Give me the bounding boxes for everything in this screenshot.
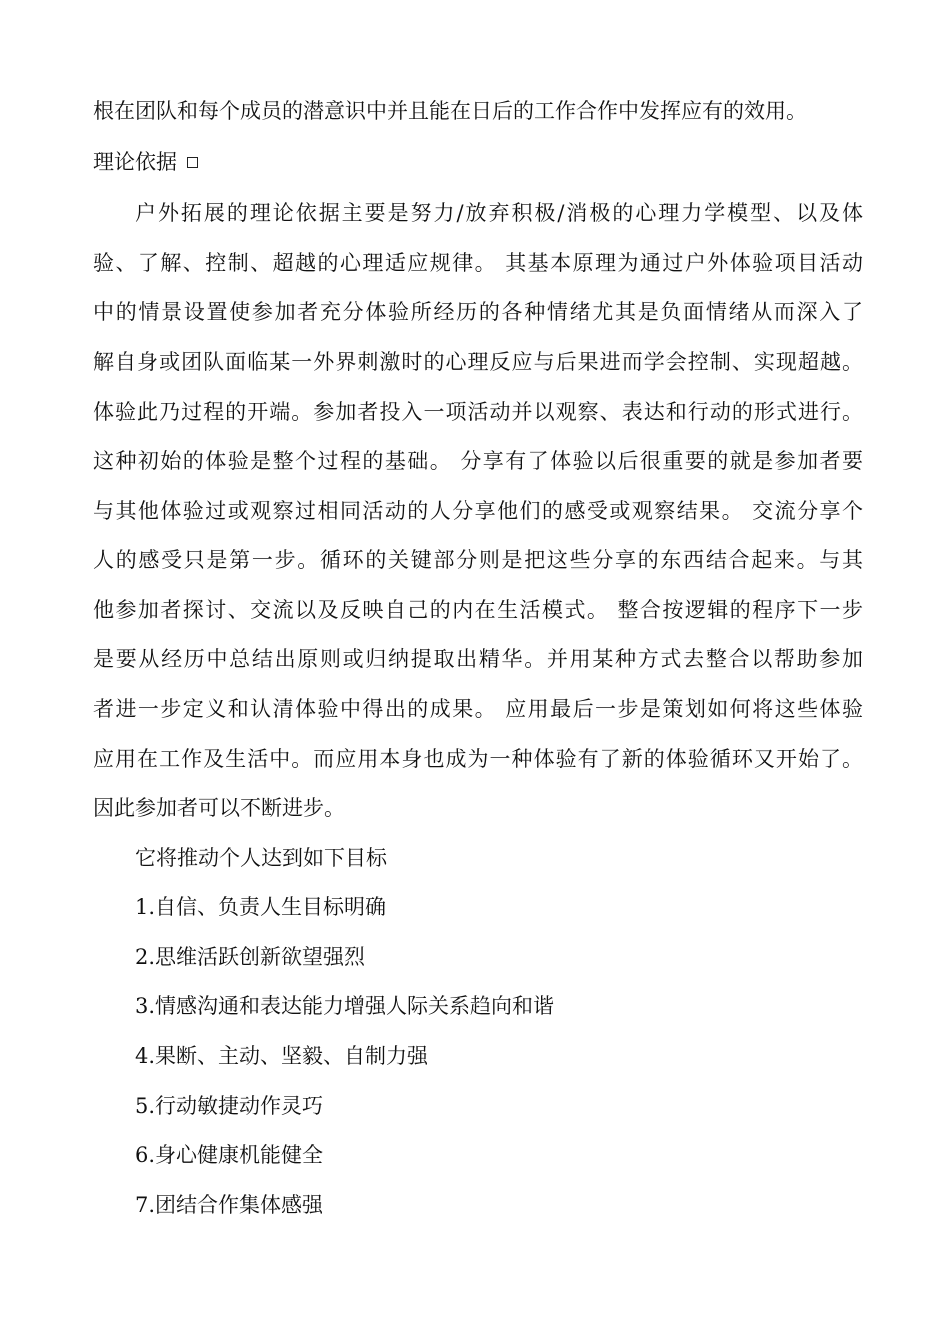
paragraph-line: 这种初始的体验是整个过程的基础。 分享有了体验以后很重要的就是参加者要 (93, 449, 863, 473)
paragraph-line: 与其他体验过或观察过相同活动的人分享他们的感受或观察结果。 交流分享个 (93, 499, 863, 523)
goal-item: 6.身心健康机能健全 (135, 1143, 324, 1167)
goal-item: 2.思维活跃创新欲望强烈 (135, 945, 366, 969)
paragraph-line: 体验此乃过程的开端。参加者投入一项活动并以观察、表达和行动的形式进行。 (93, 400, 863, 424)
goal-item: 1.自信、负责人生目标明确 (135, 895, 387, 919)
checkbox-square-icon (187, 157, 198, 168)
paragraph-line: 因此参加者可以不断进步。 (93, 796, 345, 820)
opening-line: 根在团队和每个成员的潜意识中并且能在日后的工作合作中发挥应有的效用。 (93, 99, 807, 123)
paragraph-line: 解自身或团队面临某一外界刺激时的心理反应与后果进而学会控制、实现超越。 (93, 350, 863, 374)
paragraph-line: 中的情景设置使参加者充分体验所经历的各种情绪尤其是负面情绪从而深入了 (93, 300, 863, 324)
goal-item: 7.团结合作集体感强 (135, 1193, 324, 1217)
paragraph-line: 应用在工作及生活中。而应用本身也成为一种体验有了新的体验循环又开始了。 (93, 747, 863, 771)
paragraph-line: 他参加者探讨、交流以及反映自己的内在生活模式。 整合按逻辑的程序下一步 (93, 598, 863, 622)
goal-item: 4.果断、主动、坚毅、自制力强 (135, 1044, 429, 1068)
goal-item: 3.情感沟通和表达能力增强人际关系趋向和谐 (135, 994, 555, 1018)
paragraph-line: 是要从经历中总结出原则或归纳提取出精华。并用某种方式去整合以帮助参加 (93, 647, 863, 671)
paragraph-line: 户外拓展的理论依据主要是努力/放弃积极/消极的心理力学模型、以及体 (135, 201, 863, 225)
section-heading-text: 理论依据 (93, 150, 177, 174)
goal-item: 5.行动敏捷动作灵巧 (135, 1094, 324, 1118)
paragraph-line: 人的感受只是第一步。循环的关键部分则是把这些分享的东西结合起来。与其 (93, 548, 863, 572)
section-heading (93, 148, 863, 176)
paragraph-line: 验、了解、控制、超越的心理适应规律。 其基本原理为通过户外体验项目活动 (93, 251, 863, 275)
paragraph-line: 者进一步定义和认清体验中得出的成果。 应用最后一步是策划如何将这些体验 (93, 697, 863, 721)
goals-intro: 它将推动个人达到如下目标 (135, 846, 387, 870)
